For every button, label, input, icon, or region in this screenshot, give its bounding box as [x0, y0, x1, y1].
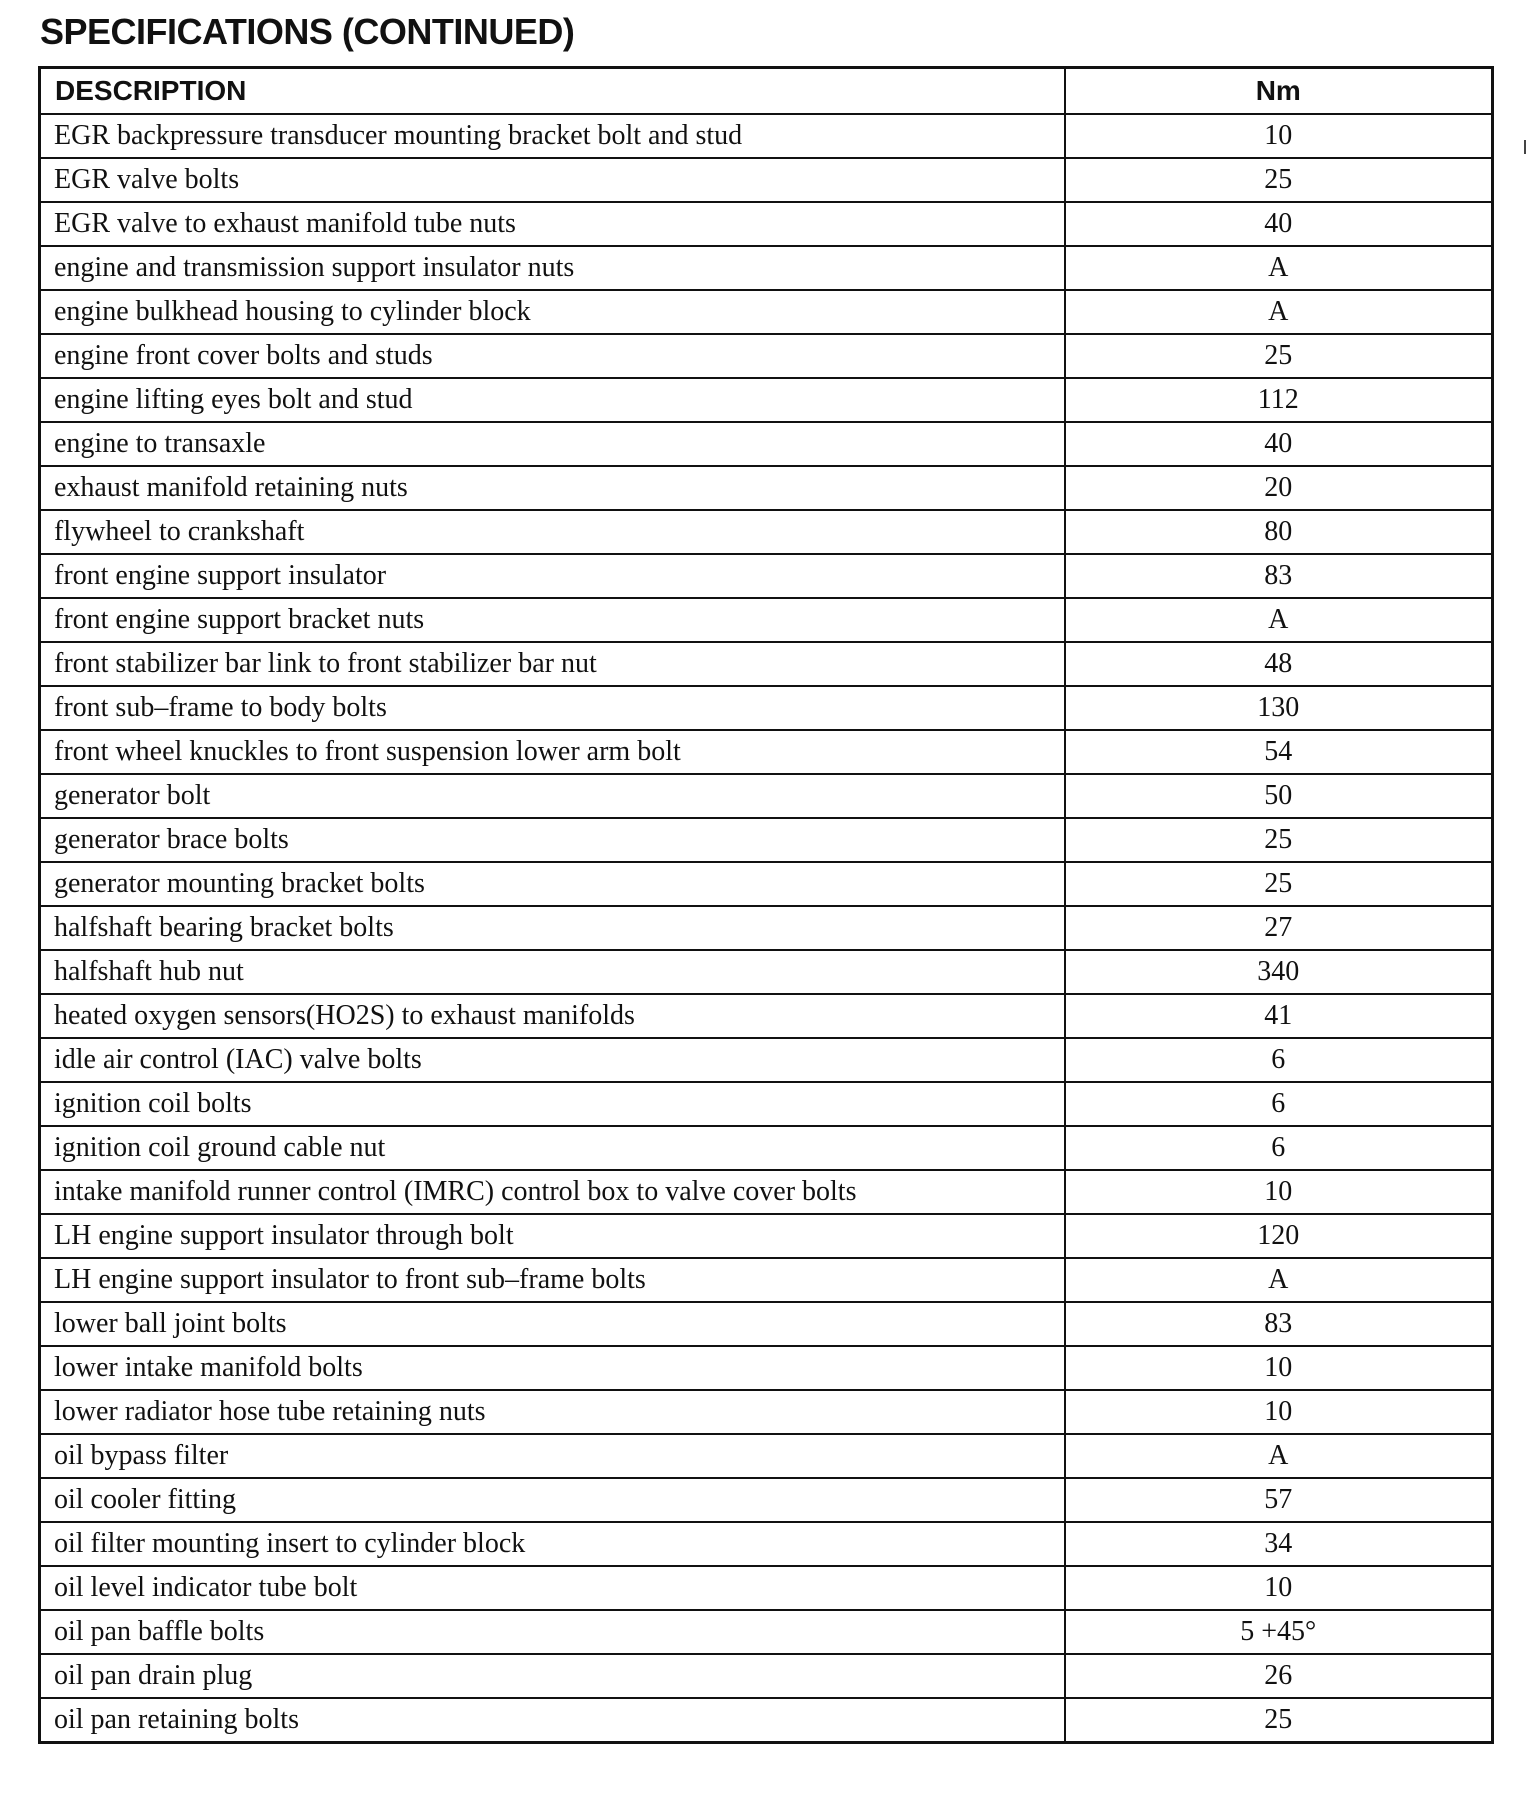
- torque-nm-cell: 6: [1065, 1038, 1493, 1082]
- table-row: [40, 598, 1493, 642]
- table-row: [40, 378, 1493, 422]
- description-cell: engine front cover bolts and studs: [40, 334, 1065, 378]
- torque-nm-cell: 40: [1065, 202, 1493, 246]
- table-row: [40, 1082, 1493, 1126]
- table-row: [40, 686, 1493, 730]
- description-cell: engine and transmission support insulator nuts: [40, 246, 1065, 290]
- description-cell: ignition coil bolts: [40, 1082, 1065, 1126]
- torque-nm-cell: 50: [1065, 774, 1493, 818]
- table-row: [40, 950, 1493, 994]
- description-cell: engine to transaxle: [40, 422, 1065, 466]
- table-row: [40, 510, 1493, 554]
- table-row: [40, 114, 1493, 158]
- table-row: [40, 730, 1493, 774]
- torque-nm-cell: 340: [1065, 950, 1493, 994]
- description-cell: oil pan baffle bolts: [40, 1610, 1065, 1654]
- description-cell: front engine support bracket nuts: [40, 598, 1065, 642]
- description-cell: lower radiator hose tube retaining nuts: [40, 1390, 1065, 1434]
- table-row: [40, 334, 1493, 378]
- torque-nm-cell: A: [1065, 290, 1493, 334]
- description-cell: oil pan drain plug: [40, 1654, 1065, 1698]
- torque-nm-cell: 10: [1065, 114, 1493, 158]
- torque-nm-cell: A: [1065, 1258, 1493, 1302]
- table-row: [40, 554, 1493, 598]
- description-cell: halfshaft hub nut: [40, 950, 1065, 994]
- torque-nm-cell: 6: [1065, 1126, 1493, 1170]
- description-cell: front sub–frame to body bolts: [40, 686, 1065, 730]
- table-row: [40, 290, 1493, 334]
- description-cell: halfshaft bearing bracket bolts: [40, 906, 1065, 950]
- table-header-row: [40, 68, 1493, 115]
- description-cell: flywheel to crankshaft: [40, 510, 1065, 554]
- description-cell: EGR valve to exhaust manifold tube nuts: [40, 202, 1065, 246]
- torque-nm-cell: 48: [1065, 642, 1493, 686]
- description-cell: heated oxygen sensors(HO2S) to exhaust manifolds: [40, 994, 1065, 1038]
- torque-nm-cell: 40: [1065, 422, 1493, 466]
- torque-nm-cell: 34: [1065, 1522, 1493, 1566]
- description-cell: front engine support insulator: [40, 554, 1065, 598]
- table-row: [40, 1038, 1493, 1082]
- table-row: [40, 202, 1493, 246]
- description-cell: exhaust manifold retaining nuts: [40, 466, 1065, 510]
- table-row: [40, 774, 1493, 818]
- torque-nm-cell: A: [1065, 598, 1493, 642]
- scan-edge-mark: [1524, 140, 1526, 154]
- table-row: [40, 994, 1493, 1038]
- description-cell: EGR backpressure transducer mounting bracket bolt and stud: [40, 114, 1065, 158]
- table-row: [40, 158, 1493, 202]
- torque-nm-cell: 6: [1065, 1082, 1493, 1126]
- table-row: [40, 1302, 1493, 1346]
- description-cell: oil pan retaining bolts: [40, 1698, 1065, 1743]
- description-cell: ignition coil ground cable nut: [40, 1126, 1065, 1170]
- table-row: [40, 1654, 1493, 1698]
- table-row: [40, 1566, 1493, 1610]
- description-cell: front wheel knuckles to front suspension lower arm bolt: [40, 730, 1065, 774]
- torque-nm-cell: 25: [1065, 334, 1493, 378]
- description-cell: oil bypass filter: [40, 1434, 1065, 1478]
- torque-nm-cell: 112: [1065, 378, 1493, 422]
- table-row: [40, 1522, 1493, 1566]
- description-cell: oil level indicator tube bolt: [40, 1566, 1065, 1610]
- description-cell: engine lifting eyes bolt and stud: [40, 378, 1065, 422]
- description-cell: engine bulkhead housing to cylinder block: [40, 290, 1065, 334]
- description-cell: idle air control (IAC) valve bolts: [40, 1038, 1065, 1082]
- torque-nm-cell: 80: [1065, 510, 1493, 554]
- torque-nm-cell: 25: [1065, 1698, 1493, 1743]
- table-row: [40, 906, 1493, 950]
- description-cell: generator brace bolts: [40, 818, 1065, 862]
- torque-nm-cell: 130: [1065, 686, 1493, 730]
- torque-nm-cell: 54: [1065, 730, 1493, 774]
- table-row: [40, 1434, 1493, 1478]
- table-row: [40, 1346, 1493, 1390]
- table-row: [40, 466, 1493, 510]
- table-row: [40, 1258, 1493, 1302]
- torque-nm-cell: 10: [1065, 1566, 1493, 1610]
- torque-nm-cell: 25: [1065, 158, 1493, 202]
- torque-nm-cell: 27: [1065, 906, 1493, 950]
- torque-nm-cell: 10: [1065, 1346, 1493, 1390]
- table-row: [40, 422, 1493, 466]
- description-cell: EGR valve bolts: [40, 158, 1065, 202]
- torque-nm-cell: A: [1065, 246, 1493, 290]
- table-row: [40, 1478, 1493, 1522]
- specifications-table: [38, 66, 1494, 1744]
- torque-nm-cell: 10: [1065, 1390, 1493, 1434]
- description-cell: front stabilizer bar link to front stabilizer bar nut: [40, 642, 1065, 686]
- column-header-description: DESCRIPTION: [40, 68, 1065, 115]
- column-header-nm: Nm: [1065, 68, 1493, 115]
- torque-nm-cell: A: [1065, 1434, 1493, 1478]
- torque-nm-cell: 41: [1065, 994, 1493, 1038]
- description-cell: lower ball joint bolts: [40, 1302, 1065, 1346]
- torque-nm-cell: 5 +45°: [1065, 1610, 1493, 1654]
- torque-nm-cell: 25: [1065, 818, 1493, 862]
- description-cell: LH engine support insulator to front sub–frame bolts: [40, 1258, 1065, 1302]
- torque-nm-cell: 83: [1065, 1302, 1493, 1346]
- table-row: [40, 862, 1493, 906]
- torque-nm-cell: 20: [1065, 466, 1493, 510]
- torque-nm-cell: 83: [1065, 554, 1493, 598]
- table-row: [40, 1214, 1493, 1258]
- table-row: [40, 1610, 1493, 1654]
- table-row: [40, 1390, 1493, 1434]
- page-title: SPECIFICATIONS (CONTINUED): [40, 11, 575, 52]
- description-cell: LH engine support insulator through bolt: [40, 1214, 1065, 1258]
- table-row: [40, 1170, 1493, 1214]
- description-cell: generator bolt: [40, 774, 1065, 818]
- torque-nm-cell: 57: [1065, 1478, 1493, 1522]
- torque-nm-cell: 10: [1065, 1170, 1493, 1214]
- torque-nm-cell: 25: [1065, 862, 1493, 906]
- table-row: [40, 246, 1493, 290]
- table-body: [40, 114, 1493, 1743]
- table-row: [40, 1698, 1493, 1743]
- torque-nm-cell: 120: [1065, 1214, 1493, 1258]
- table-row: [40, 642, 1493, 686]
- description-cell: intake manifold runner control (IMRC) control box to valve cover bolts: [40, 1170, 1065, 1214]
- table-row: [40, 1126, 1493, 1170]
- torque-nm-cell: 26: [1065, 1654, 1493, 1698]
- description-cell: oil filter mounting insert to cylinder block: [40, 1522, 1065, 1566]
- description-cell: generator mounting bracket bolts: [40, 862, 1065, 906]
- description-cell: lower intake manifold bolts: [40, 1346, 1065, 1390]
- table-row: [40, 818, 1493, 862]
- description-cell: oil cooler fitting: [40, 1478, 1065, 1522]
